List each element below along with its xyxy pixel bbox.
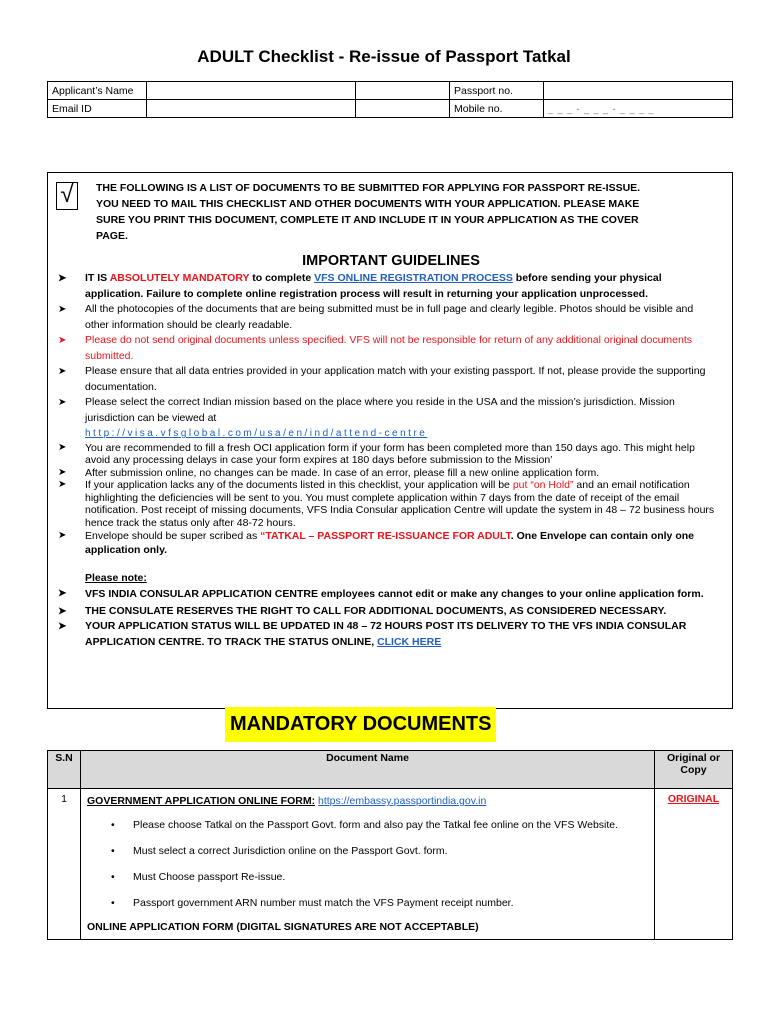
note-item: ➤ YOUR APPLICATION STATUS WILL BE UPDATED IN 48 – 72 HOURS POST ITS DELIVERY TO THE VFS INDIA CONSULAR APPLICATION CENTRE. TO TRACK THE STATUS ONLINE, CLICK HERE [58, 620, 687, 648]
list-item: • Please choose Tatkal on the Passport Govt. form and also pay the Tatkal fee online on the VFS Website. [111, 819, 619, 831]
guideline-item: ➤ IT IS ABSOLUTELY MANDATORY to complete VFS ONLINE REGISTRATION PROCESS before sending your physical application. Failure to complete online registration process will result in returning your application unprocessed. [58, 272, 662, 300]
arrow-icon: ➤ [58, 304, 67, 315]
guideline-item: ➤ Please do not send original documents unless specified. VFS will not be responsible for return of any additional original documents submitted. [58, 334, 693, 362]
passport-no-field[interactable] [544, 82, 733, 100]
col-sn: S.N [48, 751, 81, 789]
applicant-name-field-extra[interactable] [356, 82, 450, 100]
guideline-item: ➤ Envelope should be super scribed as “TATKAL – PASSPORT RE-ISSUANCE FOR ADULT. One Envelope can contain only one application only. [58, 530, 694, 556]
arrow-icon: ➤ [58, 397, 67, 408]
col-document-name: Document Name [81, 751, 655, 789]
guideline-item: ➤ If your application lacks any of the documents listed in this checklist, your application will be put “on Hold” and an email notification highlighting the deficiencies will be sent to you. You must complete application within 7 days from the date of receipt of the email notification. Post receipt of missing documents, VFS India Consular application Centre will update the system in 48 – 72 business hours hence track the status only after 48-72 hours. [58, 479, 715, 529]
note-item: ➤ THE CONSULATE RESERVES THE RIGHT TO CALL FOR ADDITIONAL DOCUMENTS, AS CONSIDERED NECESSARY. [58, 604, 718, 620]
checkmark-icon: √ [56, 182, 78, 210]
email-field[interactable] [147, 100, 356, 118]
applicant-name-field[interactable] [147, 82, 356, 100]
guideline-item: ➤ All the photocopies of the documents that are being submitted must be in full page and clearly legible. Photos should be visible and other information should be clearly readable. [58, 303, 694, 331]
table-row [48, 789, 733, 940]
col-original-or-copy: Original or Copy [655, 751, 733, 789]
email-field-extra[interactable] [356, 100, 450, 118]
row-heading: GOVERNMENT APPLICATION ONLINE FORM: [87, 795, 316, 807]
mobile-no-label: Mobile no. [450, 100, 544, 118]
mobile-no-field[interactable] [544, 100, 733, 118]
arrow-icon: ➤ [58, 335, 67, 346]
note-item: ➤ VFS INDIA CONSULAR APPLICATION CENTRE employees cannot edit or make any changes to your online application form. [58, 587, 704, 600]
attend-centre-link[interactable]: http://visa.vfsglobal.com/usa/en/ind/attend-centre [85, 428, 428, 439]
arrow-icon: ➤ [58, 273, 67, 284]
passport-no-label: Passport no. [450, 82, 544, 100]
note-block [58, 571, 718, 587]
vfs-registration-link[interactable]: VFS ONLINE REGISTRATION PROCESS [314, 272, 513, 284]
guideline-item: ➤ Please ensure that all data entries provided in your application match with your existing passport. If not, please provide the supporting documentation. [58, 365, 706, 393]
arrow-icon: ➤ [58, 530, 67, 541]
intro-text: THE FOLLOWING IS A LIST OF DOCUMENTS TO BE SUBMITTED FOR APPLYING FOR PASSPORT RE-ISSUE. YOU NEED TO MAIL THIS CHECKLIST AND OTHER DOCUMENTS WITH YOUR APPLICATION. PLEASE MAKE SURE YOU PRINT THIS DOCUMENT, COMPLETE IT AND INCLUDE IT IN YOUR APPLICATION AS THE COVER PAGE. [96, 182, 641, 242]
row-sn: 1 [48, 789, 81, 940]
list-item: • Must select a correct Jurisdiction online on the Passport Govt. form. [111, 845, 448, 857]
applicant-name-label: Applicant’s Name [48, 82, 147, 100]
arrow-icon: ➤ [58, 366, 67, 377]
mobile-mask: _ _ _ - _ _ _ - _ _ _ _ [548, 103, 655, 114]
list-item: • Must Choose passport Re-issue. [111, 871, 286, 883]
guideline-item: ➤ After submission online, no changes can be made. In case of an error, please fill a new online application form. [58, 466, 600, 479]
applicant-info-table [47, 81, 733, 118]
mandatory-documents-title: MANDATORY DOCUMENTS [225, 707, 496, 742]
arrow-icon: ➤ [58, 621, 67, 632]
arrow-icon: ➤ [58, 587, 67, 599]
passport-portal-link[interactable]: https://embassy.passportindia.gov.in [318, 795, 487, 807]
email-label: Email ID [48, 100, 147, 118]
arrow-icon: ➤ [58, 441, 67, 453]
page-title: ADULT Checklist - Re-issue of Passport Tatkal [197, 47, 571, 66]
guidelines-list [58, 271, 718, 650]
note-heading: Please note: [85, 572, 147, 584]
row-footer: ONLINE APPLICATION FORM (DIGITAL SIGNATURES ARE NOT ACCEPTABLE) [87, 921, 479, 933]
original-badge: ORIGINAL [667, 793, 720, 805]
guideline-item: ➤ Please select the correct Indian mission based on the place where you reside in the USA and the mission’s jurisdiction. Mission jurisdiction can be viewed at http://visa.vfsglobal.com/usa/en/ind/attend-centre [58, 396, 675, 439]
arrow-icon: ➤ [58, 479, 67, 490]
guideline-item: ➤ You are recommended to fill a fresh OCI application form if your form has been completed more than 150 days ago. This might help avoid any processing delays in case your form expires at 180 days before submission to the Mission’ [58, 441, 695, 466]
arrow-icon: ➤ [58, 466, 67, 478]
list-item: • Passport government ARN number must match the VFS Payment receipt number. [111, 897, 514, 909]
arrow-icon: ➤ [58, 605, 67, 617]
documents-table [47, 750, 733, 940]
guidelines-box [47, 172, 733, 709]
requirements-list [87, 817, 648, 911]
track-status-link[interactable]: CLICK HERE [377, 635, 442, 648]
guidelines-title: IMPORTANT GUIDELINES [302, 253, 480, 269]
